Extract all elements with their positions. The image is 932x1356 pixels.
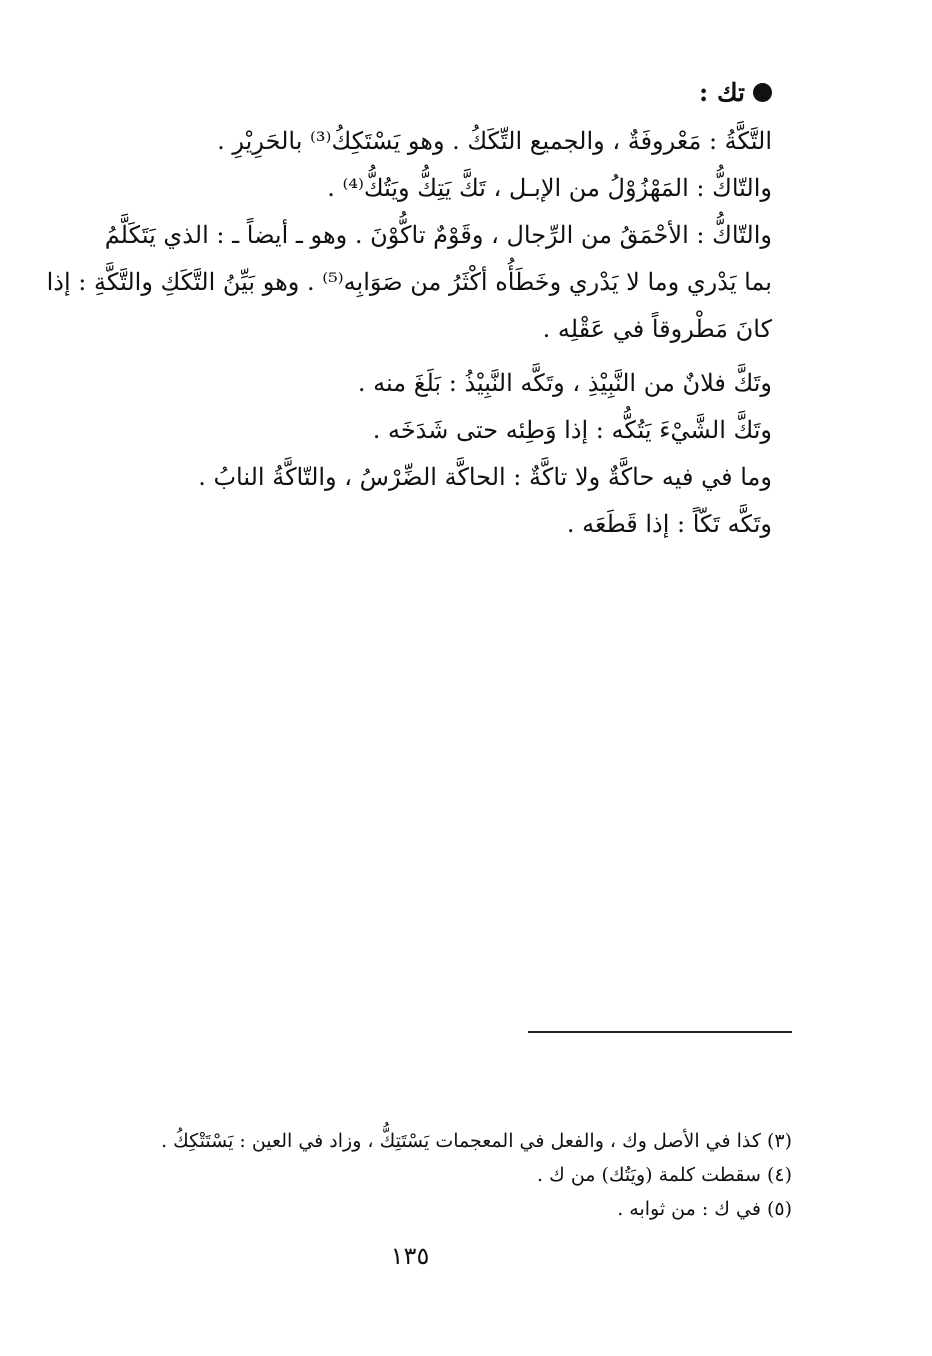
text-line: وتَكَّه تَكّاً : إذا قَطَعَه . <box>566 510 772 538</box>
text-line: وتَكَّ الشَّيْءَ يَتُكُّه : إذا وَطِئه حتى شَدَخَه . <box>372 416 772 444</box>
text-line: بما يَدْري وما لا يَدْري وخَطَأُه أكْثَرُ من صَوَابِه⁽⁵⁾ . وهو بَيِّنُ التَّكَكِ والتَّكَّةِ : إذا <box>46 268 772 296</box>
footnotes <box>161 1124 792 1226</box>
text-line: كانَ مَطْروقاً في عَقْلِه . <box>542 315 772 343</box>
page-number: ١٣٥ <box>390 1242 430 1270</box>
text-line: والتّاكُّ : المَهْزُوْلُ من الإبـل ، تَكَّ يَتِكُّ ويَتُكُّ⁽⁴⁾ . <box>327 174 772 202</box>
bullet-icon <box>753 83 772 102</box>
text-line: وما في فيه حاكَّةٌ ولا تاكَّةٌ : الحاكَّة الضِّرْسُ ، والتّاكَّةُ النابُ . <box>198 463 772 491</box>
text-line: والتّاكُّ : الأحْمَقُ من الرِّجال ، وقَوْمٌ تاكُّوْنَ . وهو ـ أيضاً ـ : الذي يَتَكَلَّمُ <box>104 221 772 249</box>
paragraph-1 <box>47 118 772 353</box>
entry-headword: تك : <box>699 78 745 107</box>
entry-heading <box>699 80 772 105</box>
text-line: التَّكَّةُ : مَعْروفَةٌ ، والجميع التِّكَكُ . وهو يَسْتَكِكُ⁽³⁾ بالحَرِيْرِ . <box>217 127 772 155</box>
text-line: وتَكَّ فلانٌ من النَّبِيْذِ ، وتَكَّه النَّبِيْذُ : بَلَغَ منه . <box>357 369 772 397</box>
footnote-3: (٣) كذا في الأصل وك ، والفعل في المعجمات يَسْتَتِكُّ ، وزاد في العين : يَسْتَتْكِكُ . <box>161 1130 792 1152</box>
paragraph-2 <box>198 360 772 548</box>
footnote-divider <box>528 1031 792 1033</box>
footnote-4: (٤) سقطت كلمة (ويَتُك) من ك . <box>537 1164 792 1186</box>
footnote-5: (٥) في ك : من ثوابه . <box>617 1198 792 1220</box>
